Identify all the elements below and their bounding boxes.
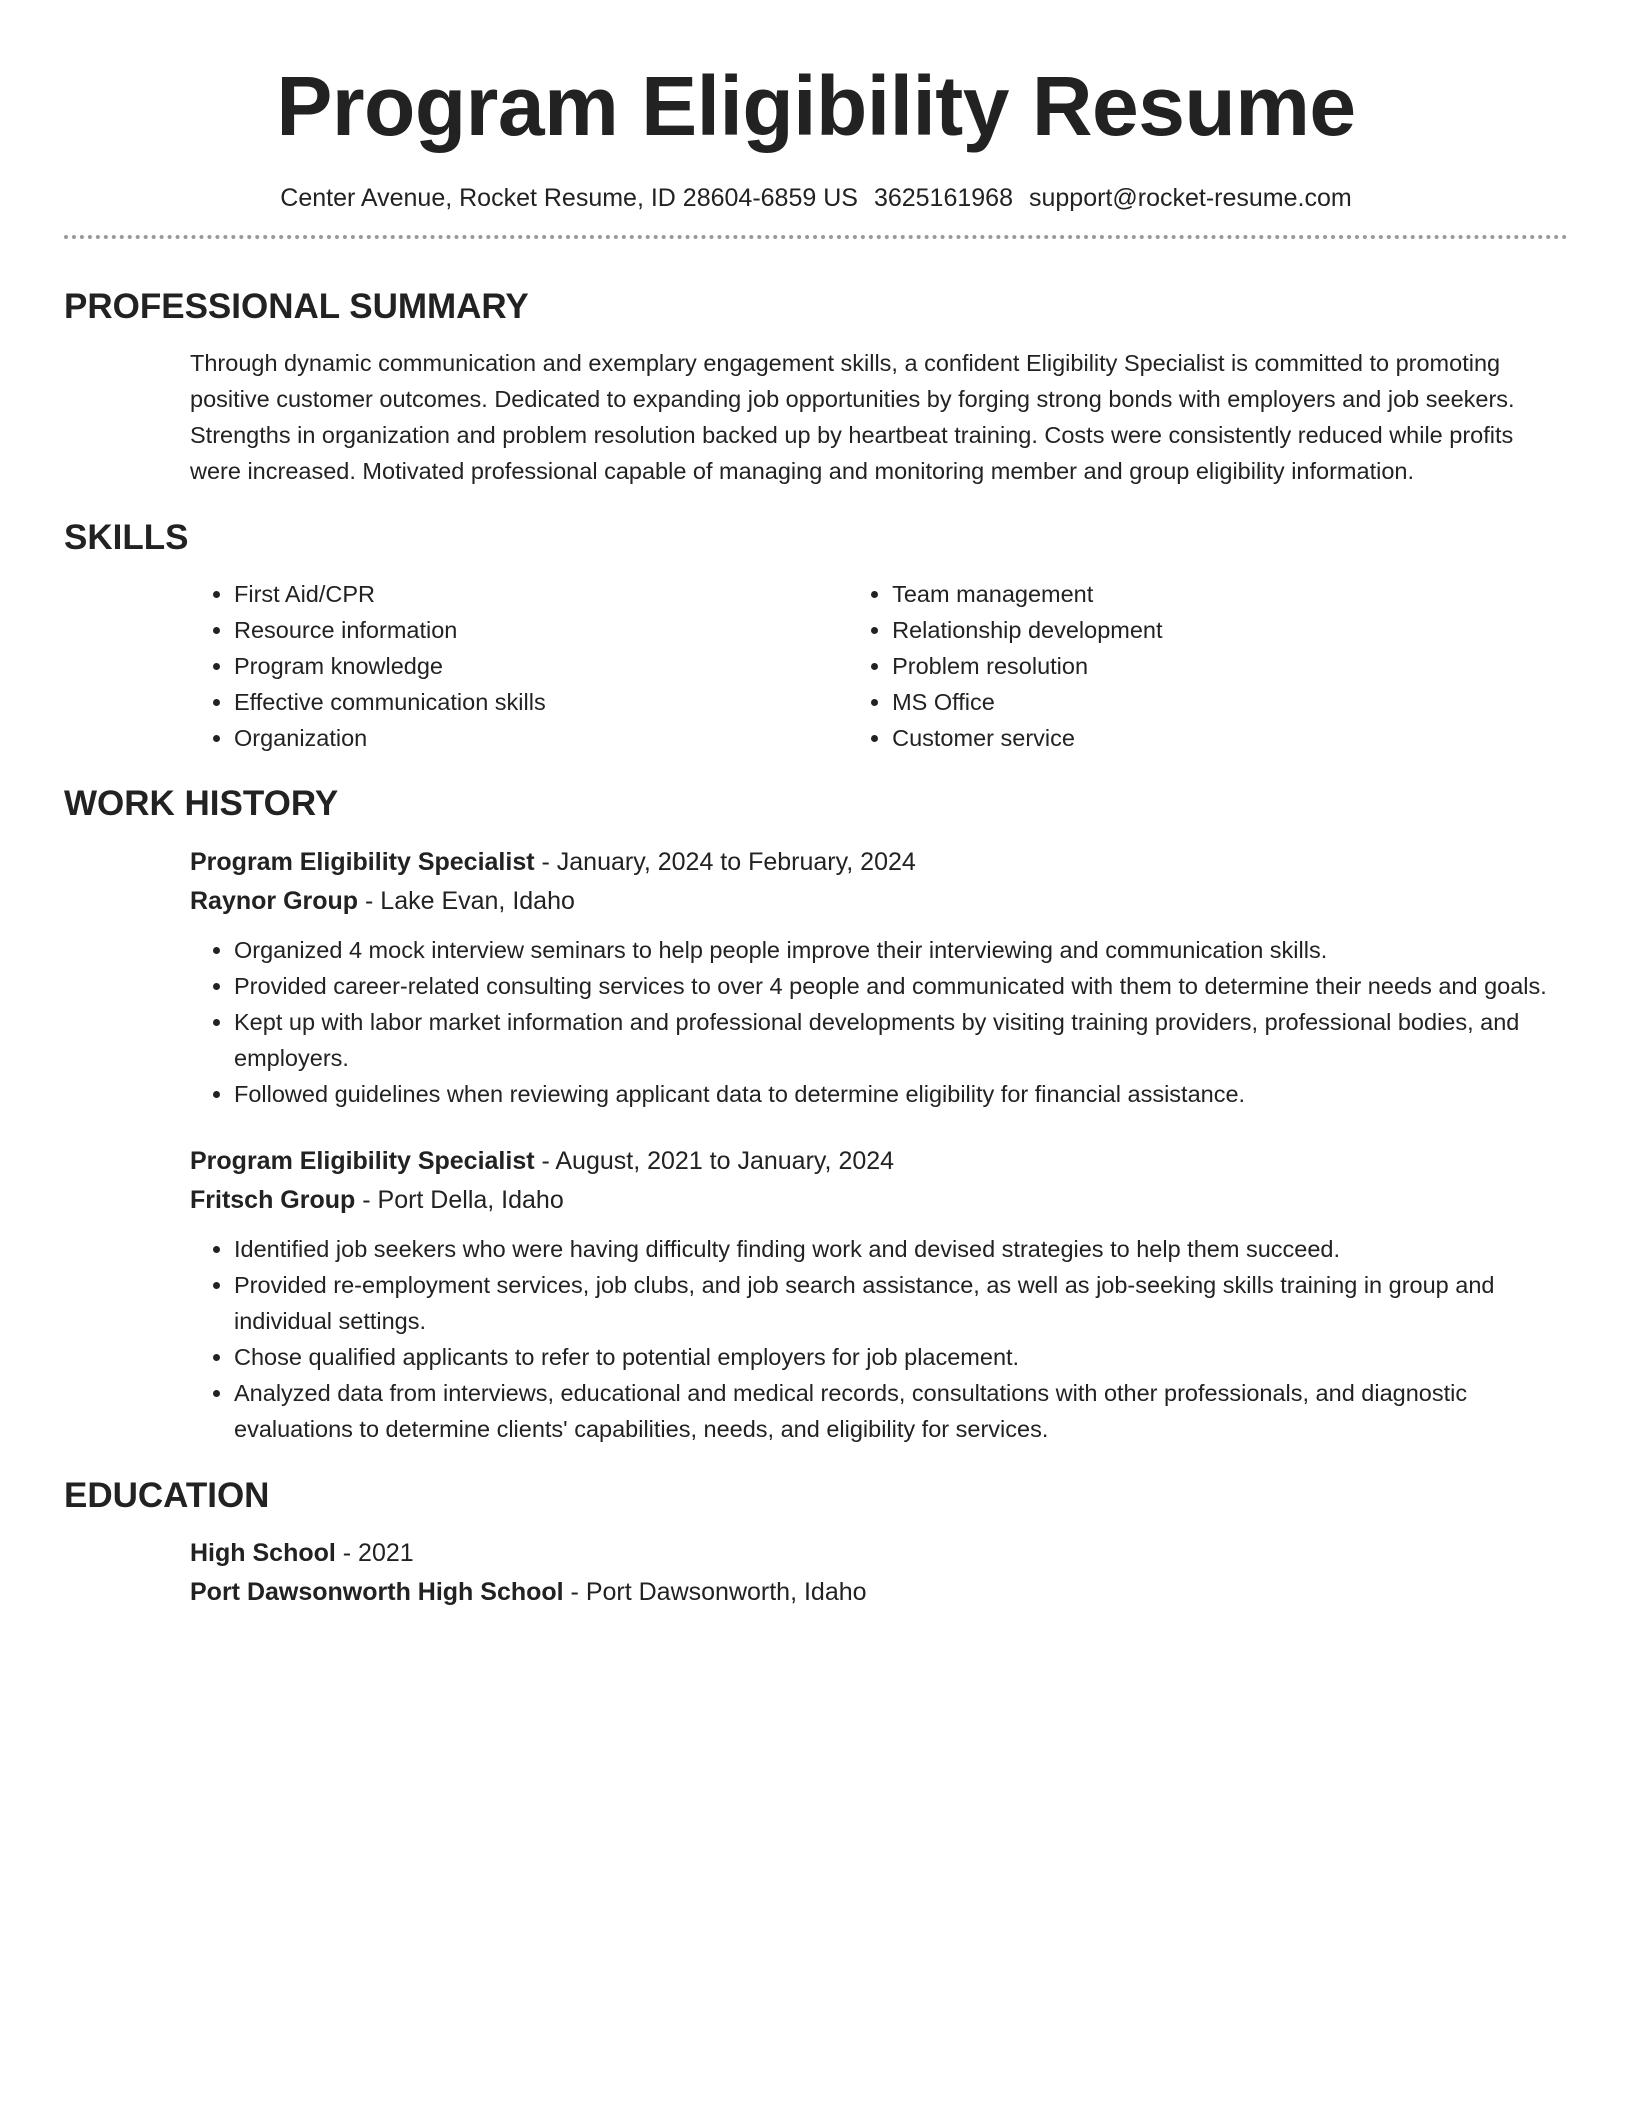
job-title-line [190,1142,1568,1181]
job-bullet: • Provided re-employment services, job clubs, and job search assistance, as well as job-seeking skills training in group and individual settings. [234,1267,1568,1339]
skill-item: • MS Office [892,684,1568,720]
job-bullet: • Identified job seekers who were having difficulty finding work and devised strategies to help them succeed. [234,1231,1568,1267]
job-bullet: • Chose qualified applicants to refer to potential employers for job placement. [234,1339,1568,1375]
job-bullet: • Kept up with labor market information and professional developments by visiting training providers, professional bodies, and employers. [234,1004,1568,1076]
job-location: - Lake Evan, Idaho [358,887,575,915]
section-title-education: EDUCATION [64,1476,270,1515]
job-bullets [190,932,1568,1112]
job-dates: - August, 2021 to January, 2024 [534,1147,895,1175]
skill-item: • Problem resolution [892,648,1568,684]
header-divider [64,235,1568,239]
job-bullet: • Analyzed data from interviews, educational and medical records, consultations with other professionals, and diagnostic evaluations to determine clients' capabilities, needs, and eligibility for services. [234,1375,1568,1447]
job-company-line [190,882,1568,921]
contact-phone: 3625161968 [873,184,1013,212]
skill-item: • Effective communication skills [234,684,848,720]
job-company: Fritsch Group [190,1186,356,1214]
skill-item: • Relationship development [892,612,1568,648]
job-bullet: • Provided career-related consulting services to over 4 people and communicated with them to determine their needs and goals. [234,968,1568,1004]
job-bullets [190,1231,1568,1447]
contact-line [64,182,1568,214]
skills-column-left [190,576,848,756]
skill-item: • Organization [234,720,848,756]
section-title-work-history: WORK HISTORY [64,784,339,823]
skill-item: • Resource information [234,612,848,648]
section-title-summary: PROFESSIONAL SUMMARY [64,287,529,326]
skills-list [190,576,1568,756]
education-year: - 2021 [335,1539,414,1567]
job-entry [190,843,1568,1112]
section-title-skills: SKILLS [64,518,189,557]
education-entry [190,1534,1568,1612]
job-position: Program Eligibility Specialist [190,848,535,876]
skill-item: • Program knowledge [234,648,848,684]
contact-address: Center Avenue, Rocket Resume, ID 28604-6859 US [280,184,858,212]
job-company: Raynor Group [190,887,359,915]
job-position: Program Eligibility Specialist [190,1147,535,1175]
education-school-line [190,1573,1568,1612]
job-bullet: • Followed guidelines when reviewing applicant data to determine eligibility for financial assistance. [234,1076,1568,1112]
skill-item: • Customer service [892,720,1568,756]
skills-column-right [848,576,1568,756]
resume-page [64,0,1568,1612]
job-company-line [190,1181,1568,1220]
job-location: - Port Della, Idaho [355,1186,564,1214]
education-degree-line [190,1534,1568,1573]
skill-item: • First Aid/CPR [234,576,848,612]
job-dates: - January, 2024 to February, 2024 [534,848,916,876]
job-entry [190,1142,1568,1447]
education-school: Port Dawsonworth High School [190,1578,564,1606]
resume-title: Program Eligibility Resume [276,59,1356,153]
job-title-line [190,843,1568,882]
contact-email: support@rocket-resume.com [1028,184,1352,212]
skill-item: • Team management [892,576,1568,612]
education-location: - Port Dawsonworth, Idaho [563,1578,867,1606]
job-bullet: • Organized 4 mock interview seminars to help people improve their interviewing and communication skills. [234,932,1568,968]
education-degree: High School [190,1539,336,1567]
summary-text: Through dynamic communication and exemplary engagement skills, a confident Eligibility Specialist is committed to promoting positive customer outcomes. Dedicated to expanding job opportunities by forging strong bonds with employers and job seekers. Strengths in organization and problem resolution backed up by heartbeat training. Costs were consistently reduced while profits were increased. Motivated professional capable of managing and monitoring member and group eligibility information. [190,350,1515,484]
